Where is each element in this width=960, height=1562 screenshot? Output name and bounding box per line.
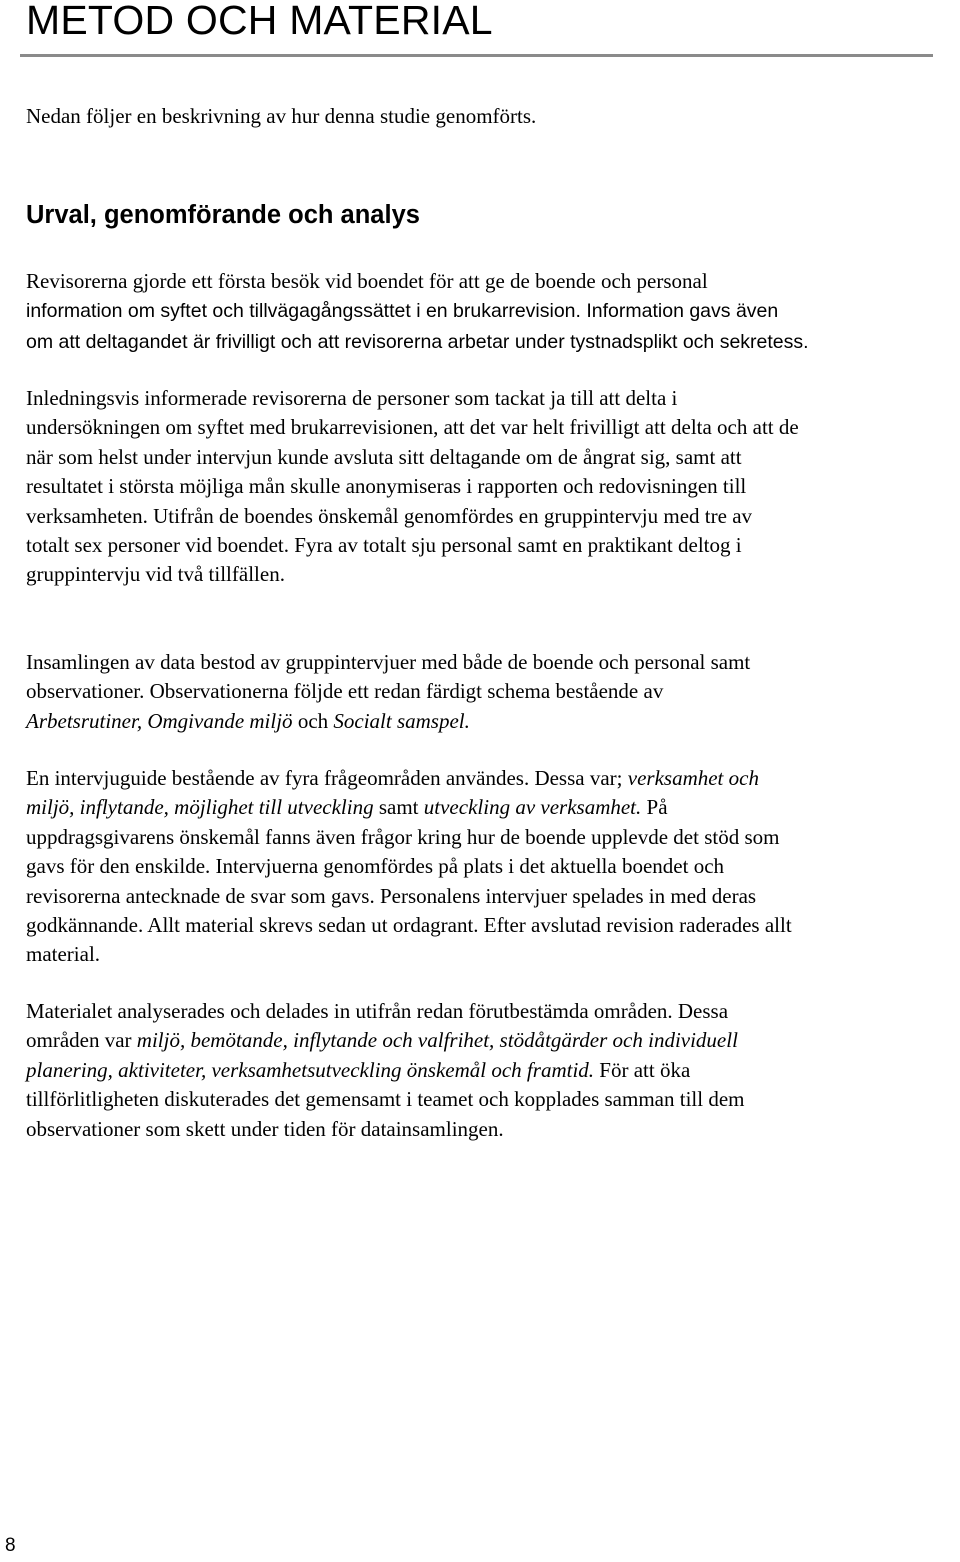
line: undersökningen om syftet med brukarrevisionen, att det var helt frivilligt att delta och att de <box>26 415 799 440</box>
line: verksamheten. Utifrån de boendes önskemål genomfördes en gruppintervju med tre av <box>26 503 753 528</box>
italic-term: verksamhet och <box>627 766 759 790</box>
intro-text: Nedan följer en beskrivning av hur denna studie genomförts. <box>26 104 537 128</box>
paragraph-visit <box>26 267 809 357</box>
line: revisorerna antecknade de svar som gavs. Personalens intervjuer spelades in med deras <box>26 883 757 908</box>
line: resultatet i största möjliga mån skulle anonymiseras i rapporten och redovisningen till <box>26 474 747 499</box>
line: material. <box>26 942 101 967</box>
italic-term: miljö, bemötande, inflytande och valfrihet, stödåtgärder och individuell <box>136 1028 738 1053</box>
page-number: 8 <box>5 1535 16 1556</box>
line: Materialet analyserades och delades in utifrån redan förutbestämda områden. Dessa <box>26 999 729 1023</box>
line: uppdragsgivarens önskemål fanns även frågor kring hur de boende upplevde det stöd som <box>26 824 780 849</box>
italic-term: miljö, inflytande, möjlighet till utveckling <box>26 795 374 820</box>
title-rule <box>20 54 933 57</box>
line: Revisorerna gjorde ett första besök vid boendet för att ge de boende och personal <box>26 269 708 293</box>
paragraph-interview-guide <box>26 764 792 970</box>
paragraph-analysis <box>26 997 744 1144</box>
line: gruppintervju vid två tillfällen. <box>26 562 285 587</box>
line: om att deltagandet är frivilligt och att revisorerna arbetar under tystnadsplikt och sekretess. <box>26 330 809 353</box>
line: En intervjuguide bestående av fyra frågeområden användes. Dessa var; <box>26 766 628 790</box>
line: observationer som skett under tiden för datainsamlingen. <box>26 1116 504 1141</box>
line: Information gavs även <box>580 300 779 323</box>
italic-term: Socialt samspel. <box>333 708 470 733</box>
line: information om syftet och tillvägagångssättet i en brukarrevision. <box>26 300 581 323</box>
line: På <box>641 795 668 820</box>
line: tillförlitligheten diskuterades det gemensamt i teamet och kopplades samman till dem <box>26 1087 745 1112</box>
line: samt <box>373 795 424 820</box>
line: godkännande. Allt material skrevs sedan ut ordagrant. Efter avslutad revision raderades allt <box>26 913 792 938</box>
line: totalt sex personer vid boendet. Fyra av totalt sju personal samt en praktikant deltog i <box>26 533 742 558</box>
section-heading: Urval, genomförande och analys <box>26 201 420 229</box>
italic-term: planering, aktiviteter, verksamhetsutveckling önskemål och framtid. <box>26 1057 595 1082</box>
italic-term: Arbetsrutiner, Omgivande miljö <box>26 708 293 733</box>
line: när som helst under intervjun kunde avsluta sitt deltagande om de ångrat sig, samt att <box>26 444 742 469</box>
line: Inledningsvis informerade revisorerna de personer som tackat ja till att delta i <box>26 386 678 410</box>
line: områden var <box>26 1028 137 1053</box>
line: För att öka <box>594 1057 691 1082</box>
line: observationer. Observationerna följde ett redan färdigt schema bestående av <box>26 679 664 704</box>
page-title: METOD OCH MATERIAL <box>26 0 493 43</box>
line: Insamlingen av data bestod av gruppintervjuer med både de boende och personal samt <box>26 650 751 674</box>
italic-term: utveckling av verksamhet. <box>423 795 642 820</box>
line: gavs för den enskilde. Intervjuerna genomfördes på plats i det aktuella boendet och <box>26 854 725 879</box>
paragraph-introduction <box>26 384 799 590</box>
paragraph-data-collection <box>26 648 750 736</box>
line: och <box>292 708 334 733</box>
